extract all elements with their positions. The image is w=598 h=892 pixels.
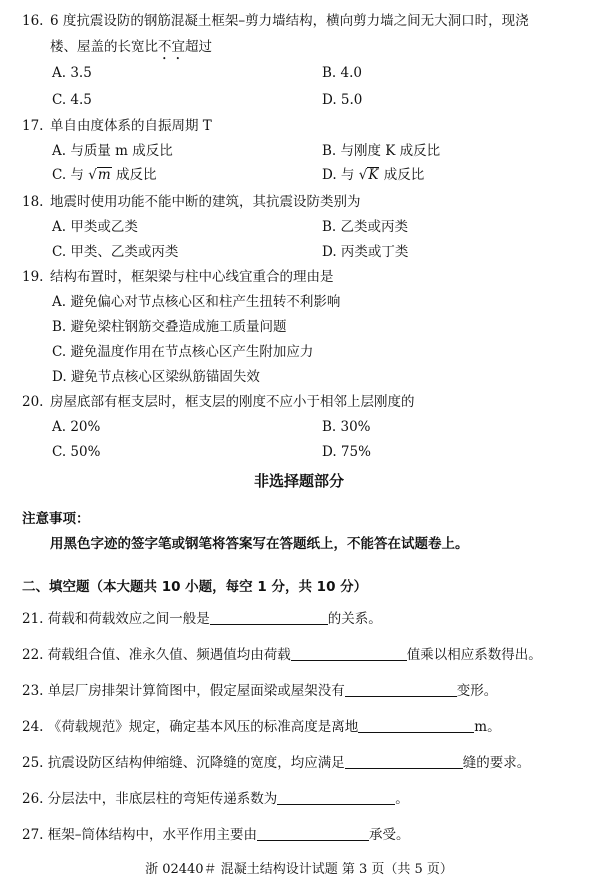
fill-question-24: 24. 《荷载规范》规定，确定基本风压的标准高度是离地 m。 — [22, 719, 501, 735]
question-19-option-c: C. 避免温度作用在节点核心区产生附加应力 — [52, 344, 314, 360]
sqrt-operand: m — [97, 167, 111, 183]
answer-blank — [358, 718, 474, 733]
answer-blank — [291, 646, 407, 661]
question-20-option-b: B. 30% — [322, 419, 371, 435]
fill-question-23: 23. 单层厂房排架计算简图中，假定屋面梁或屋架没有 变形。 — [22, 683, 498, 699]
question-18-option-d: D. 丙类或丁类 — [322, 244, 409, 260]
question-16-option-a: A. 3.5 — [52, 65, 92, 81]
question-18-text: 地震时使用功能不能中断的建筑，其抗震设防类别为 — [50, 194, 361, 210]
question-16-text-line1: 6 度抗震设防的钢筋混凝土框架–剪力墙结构，横向剪力墙之间无大洞口时，现浇 — [50, 13, 529, 29]
question-17-option-d: D. 与 √K 成反比 — [322, 167, 425, 183]
question-18-option-a: A. 甲类或乙类 — [52, 219, 138, 235]
question-16-option-d: D. 5.0 — [322, 92, 363, 108]
question-19-option-d: D. 避免节点核心区梁纵筋锚固失效 — [52, 369, 260, 385]
answer-blank — [277, 790, 395, 805]
answer-blank — [210, 610, 328, 625]
fill-question-21: 21. 荷载和荷载效应之间一般是 的关系。 — [22, 611, 382, 627]
question-20-option-a: A. 20% — [52, 419, 101, 435]
question-19-number: 19. — [22, 269, 44, 285]
question-16-option-b: B. 4.0 — [322, 65, 362, 81]
question-17-number: 17. — [22, 118, 44, 134]
fill-question-26: 26. 分层法中，非底层柱的弯矩传递系数为 。 — [22, 791, 409, 807]
sqrt-symbol: √ — [88, 167, 97, 183]
question-20-option-c: C. 50% — [52, 444, 101, 460]
question-18-option-b: B. 乙类或丙类 — [322, 219, 409, 235]
question-19-option-a: A. 避免偏心对节点核心区和柱产生扭转不利影响 — [52, 294, 341, 310]
question-18-option-c: C. 甲类、乙类或丙类 — [52, 244, 179, 260]
sqrt-operand: K — [368, 167, 379, 183]
question-16-text-line2: 楼、屋盖的长宽比不宜超过 — [50, 39, 212, 55]
section-title: 非选择题部分 — [253, 472, 344, 490]
emphasis-text: 不宜 — [158, 39, 185, 55]
question-16-option-c: C. 4.5 — [52, 92, 92, 108]
answer-blank — [345, 754, 463, 769]
answer-blank — [257, 826, 369, 841]
fill-question-22: 22. 荷载组合值、准永久值、频遇值均由荷载 值乘以相应系数得出。 — [22, 647, 542, 663]
question-18-number: 18. — [22, 194, 44, 210]
question-20-number: 20. — [22, 394, 44, 410]
page-footer: 浙 02440＃ 混凝土结构设计试题 第 3 页（共 5 页） — [145, 862, 453, 877]
question-17-option-a: A. 与质量 m 成反比 — [52, 143, 173, 159]
fill-question-25: 25. 抗震设防区结构伸缩缝、沉降缝的宽度，均应满足 缝的要求。 — [22, 755, 531, 771]
part-two-title: 二、填空题（本大题共 10 小题，每空 1 分，共 10 分） — [22, 579, 368, 595]
question-17-option-b: B. 与刚度 K 成反比 — [322, 143, 441, 159]
question-19-text: 结构布置时，框架梁与柱中心线宜重合的理由是 — [50, 269, 334, 285]
notice-title: 注意事项： — [22, 511, 90, 527]
answer-blank — [345, 682, 457, 697]
question-20-text: 房屋底部有框支层时，框支层的刚度不应小于相邻上层刚度的 — [50, 394, 415, 410]
notice-text: 用黑色字迹的签字笔或钢笔将答案写在答题纸上，不能答在试题卷上。 — [50, 536, 469, 552]
question-17-text: 单自由度体系的自振周期 T — [50, 118, 212, 134]
fill-question-27: 27. 框架–筒体结构中，水平作用主要由 承受。 — [22, 827, 410, 843]
question-19-option-b: B. 避免梁柱钢筋交叠造成施工质量问题 — [52, 319, 287, 335]
sqrt-symbol: √ — [358, 167, 368, 183]
question-16-number: 16. — [22, 13, 44, 29]
question-20-option-d: D. 75% — [322, 444, 371, 460]
question-17-option-c: C. 与 √m 成反比 — [52, 167, 157, 183]
